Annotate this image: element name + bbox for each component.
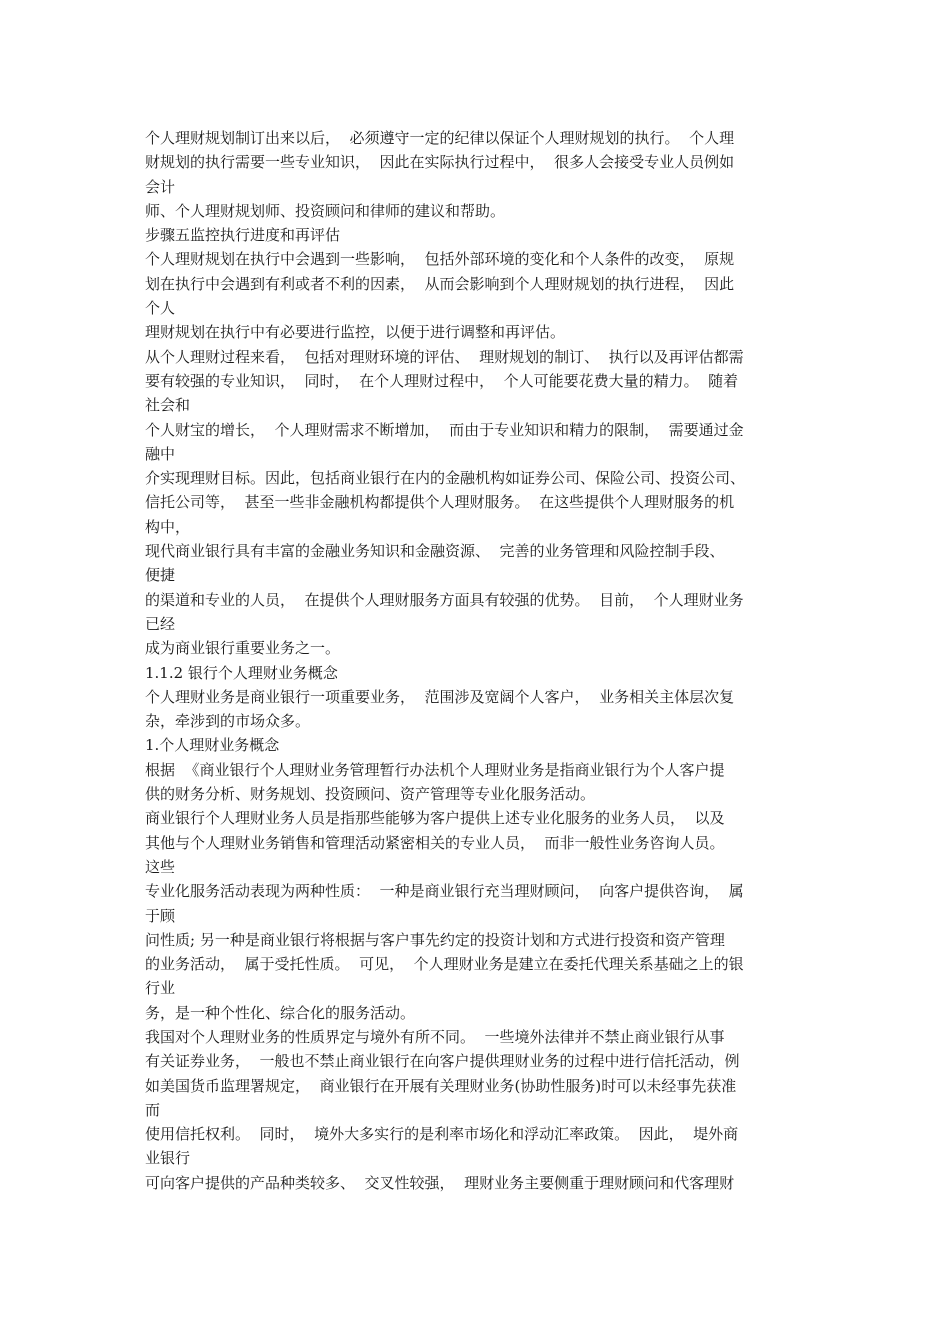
text-line: 现代商业银行具有丰富的金融业务知识和金融资源、 完善的业务管理和风险控制手段、 bbox=[145, 542, 725, 561]
text-line: 业银行 bbox=[145, 1149, 191, 1168]
text-line: 介实现理财目标。因此，包括商业银行在内的金融机构如证券公司、保险公司、投资公司、 bbox=[145, 469, 746, 488]
text-line: 从个人理财过程来看， 包括对理财环境的评估、 理财规划的制订、 执行以及再评估都需 bbox=[145, 347, 744, 366]
text-line: 个人理财规划制订出来以后， 必须遵守一定的纪律以保证个人理财规划的执行。 个人理 bbox=[145, 129, 735, 147]
text-line: 个人 bbox=[145, 299, 176, 318]
text-line: 的渠道和专业的人员， 在提供个人理财服务方面具有较强的优势。 目前， 个人理财业务 bbox=[145, 590, 744, 609]
text-line: 师、个人理财规划师、投资顾问和律师的建议和帮助。 bbox=[145, 201, 506, 220]
text-line: 如美国货币监理署规定， 商业银行在开展有关理财业务(协助性服务)时可以未经事先获准 bbox=[145, 1076, 737, 1095]
section-heading: 1.1.2 银行个人理财业务概念 bbox=[145, 663, 338, 682]
text-line: 供的财务分析、财务规划、投资顾问、资产管理等专业化服务活动。 bbox=[145, 785, 596, 804]
text-line: 要有较强的专业知识， 同时， 在个人理财过程中， 个人可能要花费大量的精力。 随着 bbox=[145, 371, 739, 390]
text-line: 构中， bbox=[145, 517, 191, 536]
text-line: 已经 bbox=[145, 614, 176, 633]
text-line: 信托公司等， 甚至一些非金融机构都提供个人理财服务。 在这些提供个人理财服务的机 bbox=[145, 493, 735, 512]
text-line: 可向客户提供的产品种类较多、 交叉性较强， 理财业务主要侧重于理财顾问和代客理财 bbox=[145, 1173, 735, 1192]
text-line: 行业 bbox=[145, 979, 176, 998]
text-line: 我国对个人理财业务的性质界定与境外有所不同。 一些境外法律并不禁止商业银行从事 bbox=[145, 1027, 725, 1046]
text-line: 问性质; 另一种是商业银行将根据与客户事先约定的投资计划和方式进行投资和资产管理 bbox=[145, 930, 725, 949]
text-line: 财规划的执行需要一些专业知识， 因此在实际执行过程中， 很多人会接受专业人员例如 bbox=[145, 153, 735, 172]
text-line: 而 bbox=[145, 1100, 161, 1119]
text-line: 理财规划在执行中有必要进行监控，以便于进行调整和再评估。 bbox=[145, 323, 566, 342]
text-line: 划在执行中会遇到有利或者不利的因素， 从而会影响到个人理财规划的执行进程， 因此 bbox=[145, 274, 735, 293]
section-heading: 1.个人理财业务概念 bbox=[145, 736, 280, 755]
text-line: 根据 《商业银行个人理财业务管理暂行办法机个人理财业务是指商业银行为个人客户提 bbox=[145, 760, 725, 779]
text-line: 专业化服务活动表现为两种性质： 一种是商业银行充当理财顾问， 向客户提供咨询， 属 bbox=[145, 882, 744, 901]
text-line: 于顾 bbox=[145, 906, 176, 925]
text-line: 便捷 bbox=[145, 566, 176, 585]
text-line: 个人理财业务是商业银行一项重要业务， 范围涉及宽阔个人客户， 业务相关主体层次复 bbox=[145, 687, 735, 706]
text-line: 成为商业银行重要业务之一。 bbox=[145, 639, 341, 658]
text-line: 杂，牵涉到的市场众多。 bbox=[145, 712, 311, 731]
document-body bbox=[145, 126, 815, 1195]
section-heading: 步骤五监控执行进度和再评估 bbox=[145, 226, 341, 245]
text-line: 个人财宝的增长， 个人理财需求不断增加， 而由于专业知识和精力的限制， 需要通过金 bbox=[145, 420, 744, 439]
text-line: 的业务活动， 属于受托性质。 可见， 个人理财业务是建立在委托代理关系基础之上的银 bbox=[145, 955, 744, 974]
text-line: 会计 bbox=[145, 177, 176, 196]
text-line: 这些 bbox=[145, 857, 176, 876]
text-line: 商业银行个人理财业务人员是指那些能够为客户提供上述专业化服务的业务人员， 以及 bbox=[145, 809, 725, 828]
text-line: 其他与个人理财业务销售和管理活动紧密相关的专业人员， 而非一般性业务咨询人员。 bbox=[145, 833, 725, 852]
text-line: 融中 bbox=[145, 444, 176, 463]
text-line: 务，是一种个性化、综合化的服务活动。 bbox=[145, 1003, 416, 1022]
text-line: 个人理财规划在执行中会遇到一些影响， 包括外部环境的变化和个人条件的改变， 原规 bbox=[145, 250, 735, 269]
text-line: 社会和 bbox=[145, 396, 191, 415]
text-line: 有关证券业务， 一般也不禁止商业银行在向客户提供理财业务的过程中进行信托活动，例 bbox=[145, 1052, 740, 1071]
text-line: 使用信托权利。 同时， 境外大多实行的是利率市场化和浮动汇率政策。 因此， 堤外商 bbox=[145, 1125, 739, 1144]
